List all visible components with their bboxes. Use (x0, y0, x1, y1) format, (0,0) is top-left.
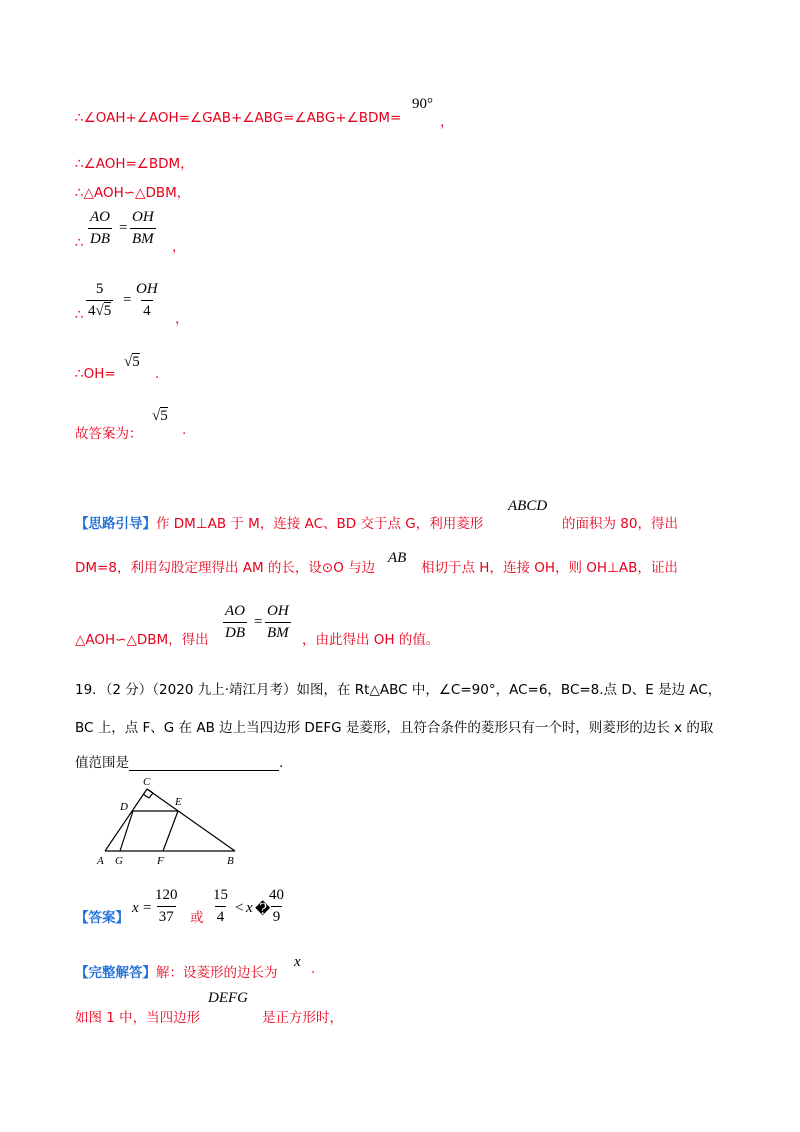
fraction-ao-db-hint: $\frac{AO}{DB}$ (225, 603, 245, 641)
label-b: B (227, 855, 234, 867)
therefore-symbol: ∴ (75, 235, 84, 251)
proof-line-angle-equal: ∴∠AOH=∠BDM， (75, 156, 194, 172)
label-e: E (175, 796, 182, 808)
less-than: < (235, 900, 244, 916)
fraction-oh-over-4: $\frac{OH}{4}$ (136, 281, 158, 319)
question-19-line-3: 值范围是 . (75, 755, 284, 771)
case-1-line: 如图 1 中，当四边形 (75, 1010, 201, 1026)
solution-line: 【完整解答】解：设菱形的边长为 (75, 965, 278, 981)
fraction-ao-db: $\frac{AO}{DB}$ (90, 209, 110, 247)
question-19-line-2: BC 上，点 F、G 在 AB 边上当四边形 DEFG 是菱形，且符合条件的菱形只有一个时，则菱形的边长 x 的取 (75, 720, 714, 736)
hint-line-3: △AOH∽△DBM，得出 (75, 632, 209, 648)
therefore-symbol: ∴ (75, 307, 84, 323)
quad-defg: DEFG (208, 990, 248, 1006)
label-f: F (157, 855, 164, 867)
sqrt-5-answer: √5 (152, 408, 168, 424)
fraction-15-4: $\frac{15}{4}$ (213, 887, 228, 925)
hint-line-2-end: 相切于点 H，连接 OH，则 OH⊥AB，证出 (421, 560, 678, 576)
side-ab: AB (388, 550, 407, 566)
proof-line-similar: ∴△AOH∽△DBM， (75, 185, 191, 201)
sqrt-symbol: √ (152, 408, 161, 424)
hint-label: 【思路引导】 (75, 516, 156, 532)
period: . (311, 961, 316, 977)
less-equal-glyph: � (255, 902, 271, 918)
segment-ef (163, 811, 178, 851)
label-c: C (143, 776, 151, 788)
or-text: 或 (190, 910, 204, 926)
fraction-120-37: $\frac{120}{37}$ (155, 887, 178, 925)
comma: ， (175, 311, 189, 327)
var-x: x (246, 900, 253, 916)
fraction-oh-bm-hint: $\frac{OH}{BM}$ (267, 603, 289, 641)
equals-sign: = (119, 220, 128, 236)
side-ac (105, 789, 147, 851)
period: . (182, 422, 187, 438)
case-1-line-end: 是正方形时， (262, 1010, 343, 1026)
solution-label: 【完整解答】 (75, 965, 156, 981)
answer-label: 【答案】 (75, 910, 129, 926)
fraction-40-9: $\frac{40}{9}$ (269, 887, 284, 925)
side-bc (147, 789, 235, 851)
equals-sign: = (254, 614, 263, 630)
hint-line-1: 【思路引导】作 DM⊥AB 于 M，连接 AC、BD 交于点 G，利用菱形 (75, 516, 484, 532)
label-g: G (115, 855, 123, 867)
sqrt-symbol: √ (95, 303, 104, 319)
label-a: A (97, 855, 104, 867)
equals-sign: = (123, 292, 132, 308)
var-x: x (294, 954, 301, 970)
oh-equals: ∴OH= (75, 366, 116, 382)
proof-line-angle-sum: ∴∠OAH+∠AOH=∠GAB+∠ABG=∠ABG+∠BDM= (75, 110, 402, 126)
sqrt-5-value: √5 (124, 354, 140, 370)
label-d: D (120, 801, 128, 813)
comma: ， (172, 239, 186, 255)
answer-blank (129, 756, 279, 771)
answer-is: 故答案为： (75, 426, 143, 442)
equals-sign: = (143, 900, 152, 916)
hint-line-1-end: 的面积为 80，得出 (562, 516, 678, 532)
sqrt-symbol: √ (124, 354, 133, 370)
comma: ， (440, 114, 454, 130)
var-x: x (132, 900, 139, 916)
period: . (155, 366, 160, 382)
hint-line-2: DM=8，利用勾股定理得出 AM 的长，设⊙O 与边 (75, 560, 376, 576)
hint-line-3-end: ，由此得出 OH 的值。 (302, 632, 440, 648)
segment-dg (120, 811, 133, 851)
fraction-5-over-4root5: $\frac{5}{4√5}$ (88, 281, 112, 319)
fraction-oh-bm: $\frac{OH}{BM}$ (132, 209, 154, 247)
value-90-degrees: 90° (412, 96, 433, 112)
rhombus-abcd: ABCD (508, 498, 548, 514)
question-19-line-1: 19．（2 分）（2020 九上·靖江月考）如图，在 Rt△ABC 中，∠C=90°，AC=6，BC=8.点 D、E 是边 AC， (75, 682, 722, 698)
triangle-figure (95, 775, 245, 867)
